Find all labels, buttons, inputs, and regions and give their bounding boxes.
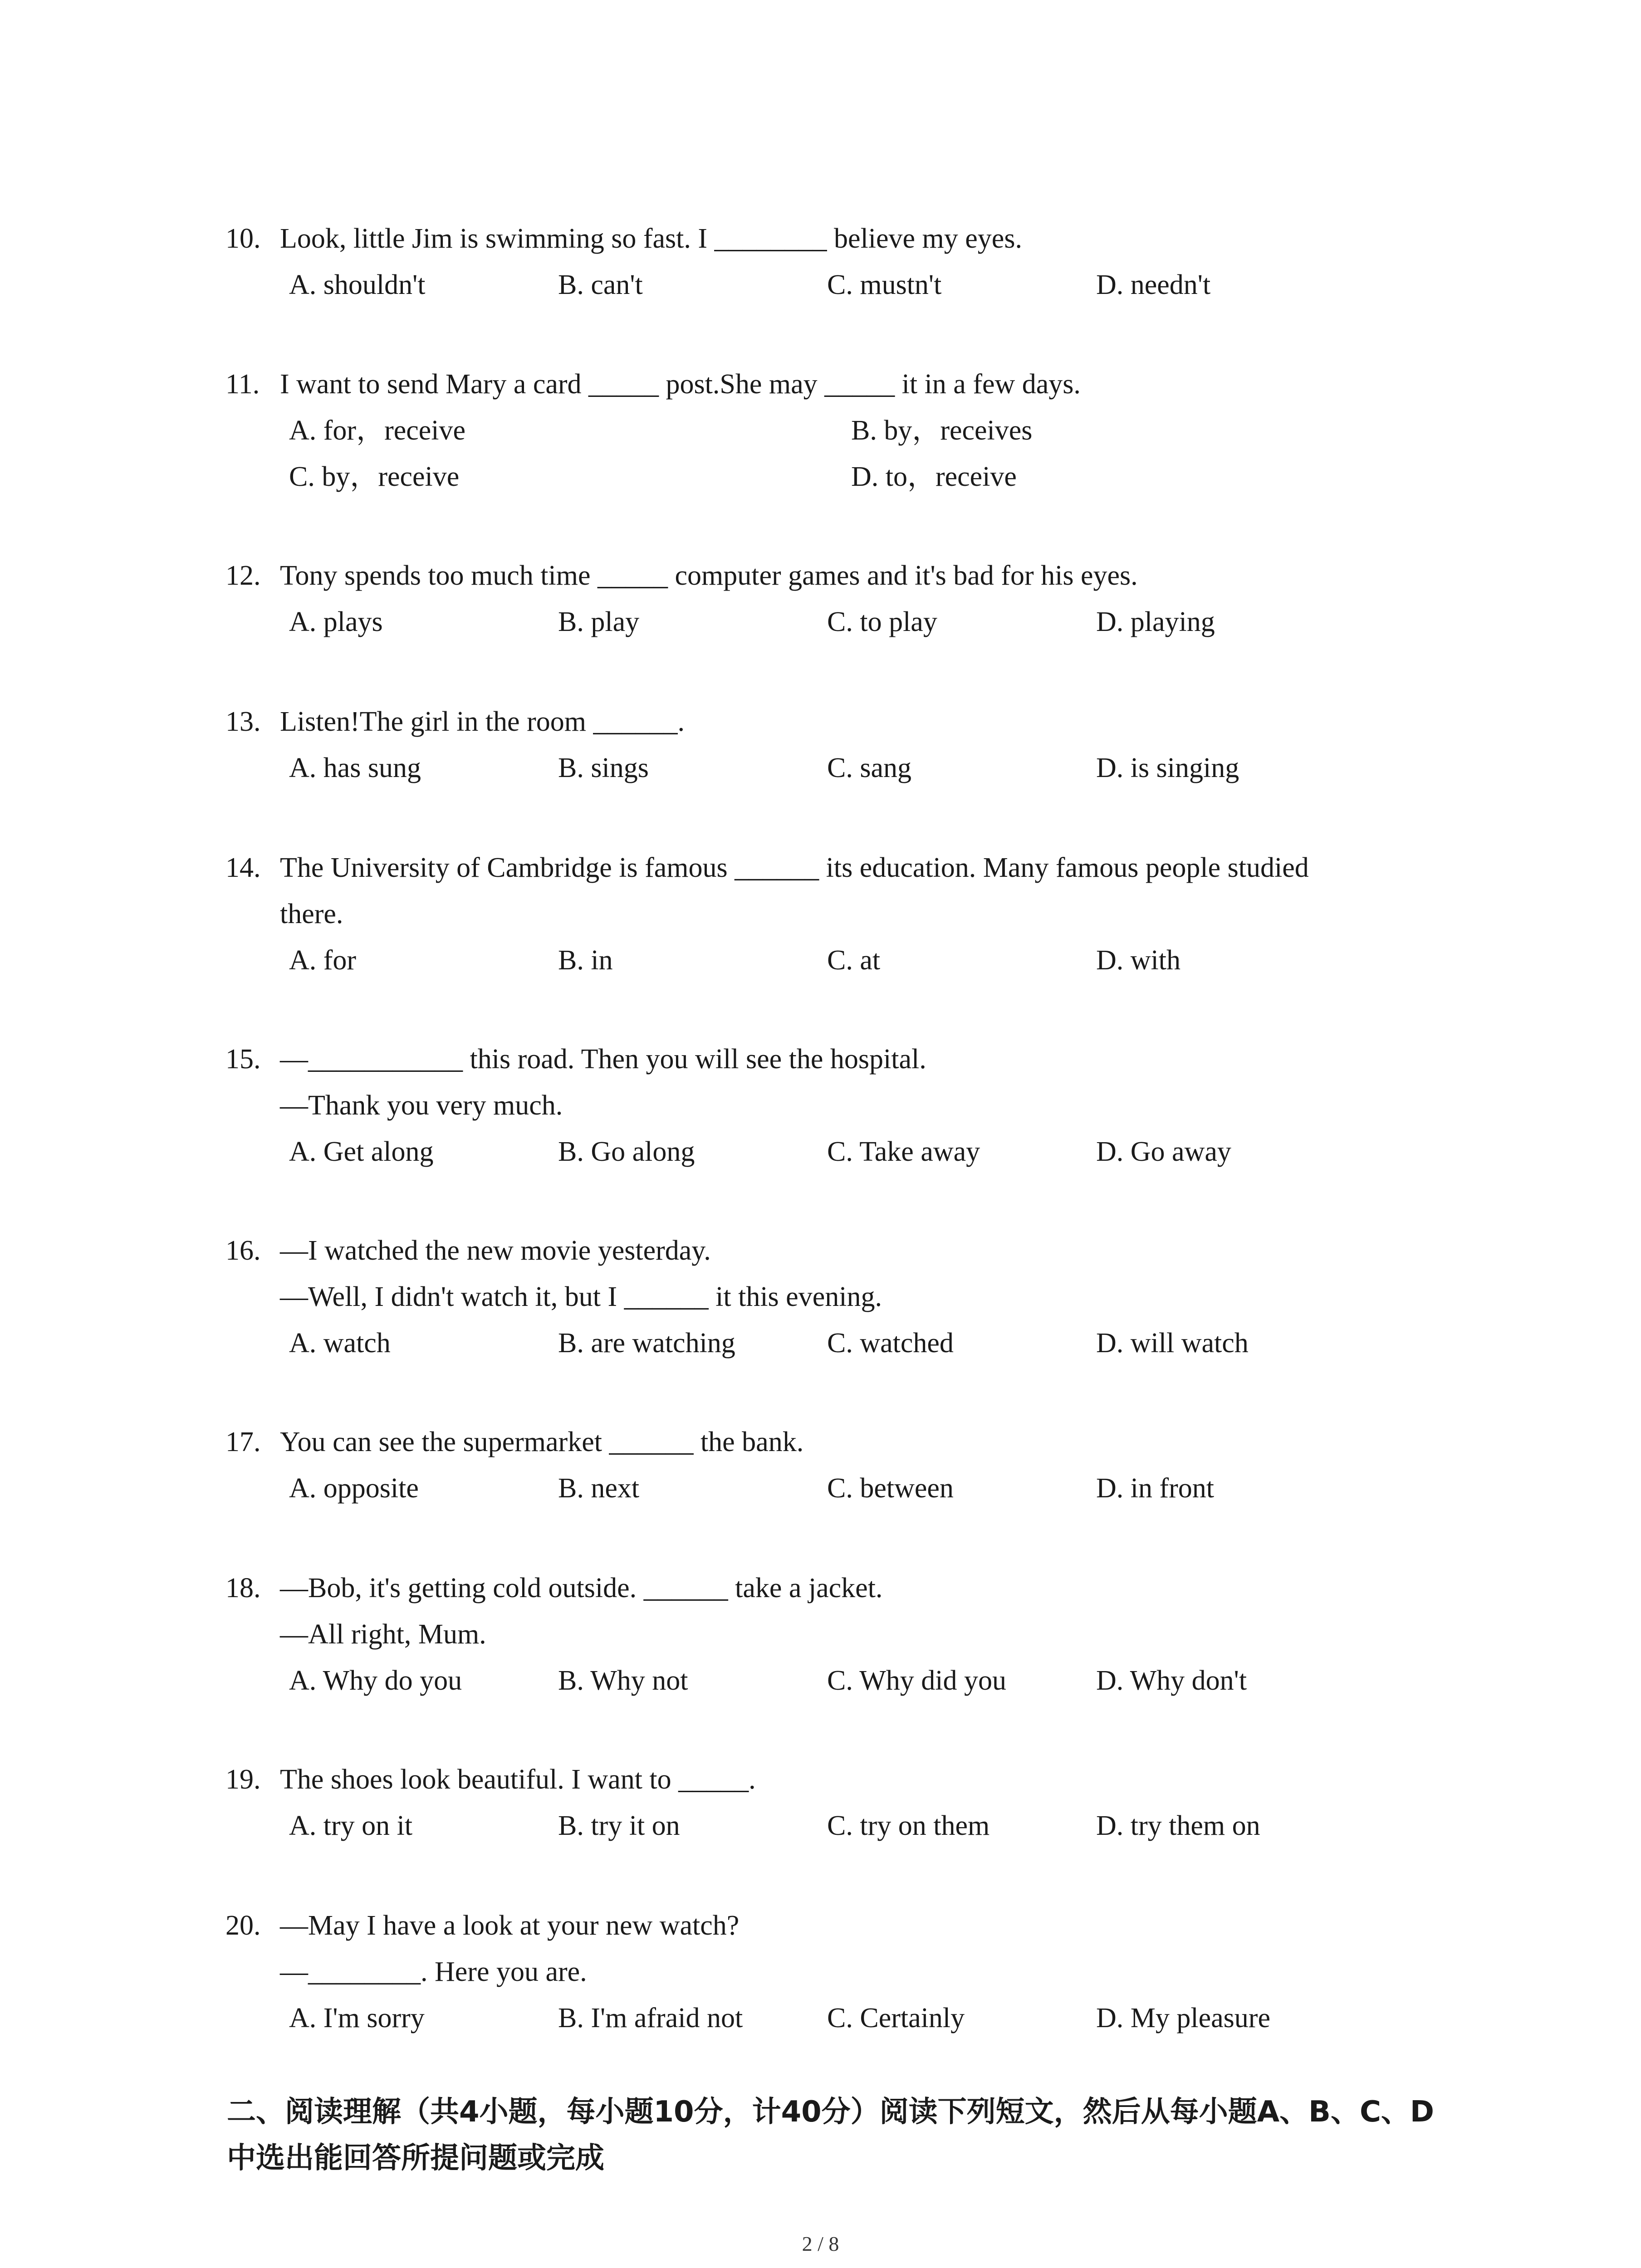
question-20 xyxy=(0,1902,1641,2041)
option-a: A. I'm sorry xyxy=(289,2003,425,2033)
question-text: —Well, I didn't watch it, but I ______ it this evening. xyxy=(280,1281,882,1312)
option-c: C. Take away xyxy=(827,1136,980,1167)
question-text: —All right, Mum. xyxy=(280,1619,486,1650)
options-row xyxy=(0,1129,1641,1175)
question-number: 12. xyxy=(225,560,261,591)
option-c: C. at xyxy=(827,945,881,976)
question-stem xyxy=(0,1902,1641,1949)
option-c: C. to play xyxy=(827,606,937,637)
option-a: A. shouldn't xyxy=(289,269,426,300)
question-text: The shoes look beautiful. I want to _____. xyxy=(280,1764,756,1795)
option-a: A. has sung xyxy=(289,753,421,783)
option-c: C. sang xyxy=(827,753,911,783)
question-19 xyxy=(0,1756,1641,1849)
section-heading: 二、阅读理解（共4小题，每小题10分，计40分）阅读下列短文，然后从每小题A、B、C、D中选出能回答所提问题或完成 xyxy=(227,2095,1435,2175)
options-row xyxy=(0,407,1641,454)
option-d: D. My pleasure xyxy=(1096,2003,1270,2033)
question-stem xyxy=(0,1227,1641,1274)
options-row xyxy=(0,1657,1641,1704)
question-number: 11. xyxy=(225,369,260,400)
question-stem xyxy=(0,699,1641,745)
question-number: 18. xyxy=(225,1573,261,1603)
question-number: 17. xyxy=(225,1427,261,1457)
question-stem xyxy=(0,1036,1641,1082)
option-b: B. by，receives xyxy=(851,415,1033,446)
question-text: —________. Here you are. xyxy=(280,1956,587,1987)
option-a: A. Why do you xyxy=(289,1665,462,1696)
question-13 xyxy=(0,699,1641,791)
option-a: A. plays xyxy=(289,606,383,637)
option-d: D. in front xyxy=(1096,1473,1215,1504)
question-18 xyxy=(0,1565,1641,1704)
option-d: D. will watch xyxy=(1096,1328,1249,1359)
question-text: —___________ this road. Then you will see the hospital. xyxy=(280,1044,926,1075)
question-stem-continued xyxy=(0,1611,1641,1657)
options-row xyxy=(0,262,1641,308)
question-stem xyxy=(0,1419,1641,1465)
option-b: B. Go along xyxy=(558,1136,695,1167)
option-c: C. mustn't xyxy=(827,269,942,300)
question-text: You can see the supermarket ______ the bank. xyxy=(280,1427,804,1457)
question-text: —I watched the new movie yesterday. xyxy=(280,1235,711,1266)
question-10 xyxy=(0,215,1641,308)
question-number: 19. xyxy=(225,1764,261,1795)
question-16 xyxy=(0,1227,1641,1366)
page-number: 2 / 8 xyxy=(802,2232,839,2255)
option-b: B. sings xyxy=(558,753,649,783)
options-row xyxy=(0,454,1641,500)
question-stem-continued xyxy=(0,1949,1641,1995)
options-row xyxy=(0,599,1641,645)
option-b: B. next xyxy=(558,1473,640,1504)
option-d: D. with xyxy=(1096,945,1181,976)
option-d: D. is singing xyxy=(1096,753,1239,783)
option-d: D. Why don't xyxy=(1096,1665,1247,1696)
question-15 xyxy=(0,1036,1641,1175)
question-text: —Thank you very much. xyxy=(280,1090,563,1121)
option-c: C. by，receive xyxy=(289,461,460,492)
option-a: A. Get along xyxy=(289,1136,434,1167)
question-stem xyxy=(0,552,1641,599)
question-text: Listen!The girl in the room ______. xyxy=(280,706,685,737)
option-c: C. between xyxy=(827,1473,954,1504)
option-b: B. Why not xyxy=(558,1665,688,1696)
option-d: D. to，receive xyxy=(851,461,1017,492)
options-row xyxy=(0,1995,1641,2041)
question-number: 16. xyxy=(225,1235,261,1266)
question-12 xyxy=(0,552,1641,645)
question-stem-continued xyxy=(0,1082,1641,1129)
question-text: The University of Cambridge is famous ______ its education. Many famous people studied xyxy=(280,852,1309,883)
option-b: B. play xyxy=(558,606,640,637)
question-stem xyxy=(0,1756,1641,1803)
options-row xyxy=(0,1320,1641,1366)
question-number: 15. xyxy=(225,1044,261,1075)
option-a: A. watch xyxy=(289,1328,391,1359)
question-stem-continued xyxy=(0,891,1641,937)
question-number: 10. xyxy=(225,223,261,254)
question-text: there. xyxy=(280,899,343,929)
option-b: B. can't xyxy=(558,269,643,300)
option-b: B. try it on xyxy=(558,1810,680,1841)
question-stem xyxy=(0,361,1641,407)
options-row xyxy=(0,1803,1641,1849)
question-text: —May I have a look at your new watch? xyxy=(280,1910,740,1941)
option-a: A. try on it xyxy=(289,1810,413,1841)
option-d: D. Go away xyxy=(1096,1136,1231,1167)
question-17 xyxy=(0,1419,1641,1511)
question-stem xyxy=(0,215,1641,262)
option-b: B. in xyxy=(558,945,613,976)
options-row xyxy=(0,745,1641,791)
option-a: A. for xyxy=(289,945,357,976)
option-a: A. opposite xyxy=(289,1473,419,1504)
question-stem xyxy=(0,1565,1641,1611)
option-a: A. for，receive xyxy=(289,415,466,446)
option-c: C. watched xyxy=(827,1328,954,1359)
question-stem-continued xyxy=(0,1274,1641,1320)
question-number: 13. xyxy=(225,706,261,737)
option-b: B. are watching xyxy=(558,1328,735,1359)
option-c: C. try on them xyxy=(827,1810,990,1841)
option-d: D. playing xyxy=(1096,606,1215,637)
options-row xyxy=(0,937,1641,983)
question-text: Tony spends too much time _____ computer games and it's bad for his eyes. xyxy=(280,560,1138,591)
option-c: C. Why did you xyxy=(827,1665,1006,1696)
question-text: I want to send Mary a card _____ post.She may _____ it in a few days. xyxy=(280,369,1081,400)
option-c: C. Certainly xyxy=(827,2003,965,2033)
option-b: B. I'm afraid not xyxy=(558,2003,743,2033)
question-number: 14. xyxy=(225,852,261,883)
question-text: Look, little Jim is swimming so fast. I ________ believe my eyes. xyxy=(280,223,1022,254)
question-number: 20. xyxy=(225,1910,261,1941)
question-14 xyxy=(0,845,1641,983)
question-text: —Bob, it's getting cold outside. ______ take a jacket. xyxy=(280,1573,883,1603)
options-row xyxy=(0,1465,1641,1511)
option-d: D. try them on xyxy=(1096,1810,1260,1841)
question-11 xyxy=(0,361,1641,500)
option-d: D. needn't xyxy=(1096,269,1211,300)
question-stem xyxy=(0,845,1641,891)
